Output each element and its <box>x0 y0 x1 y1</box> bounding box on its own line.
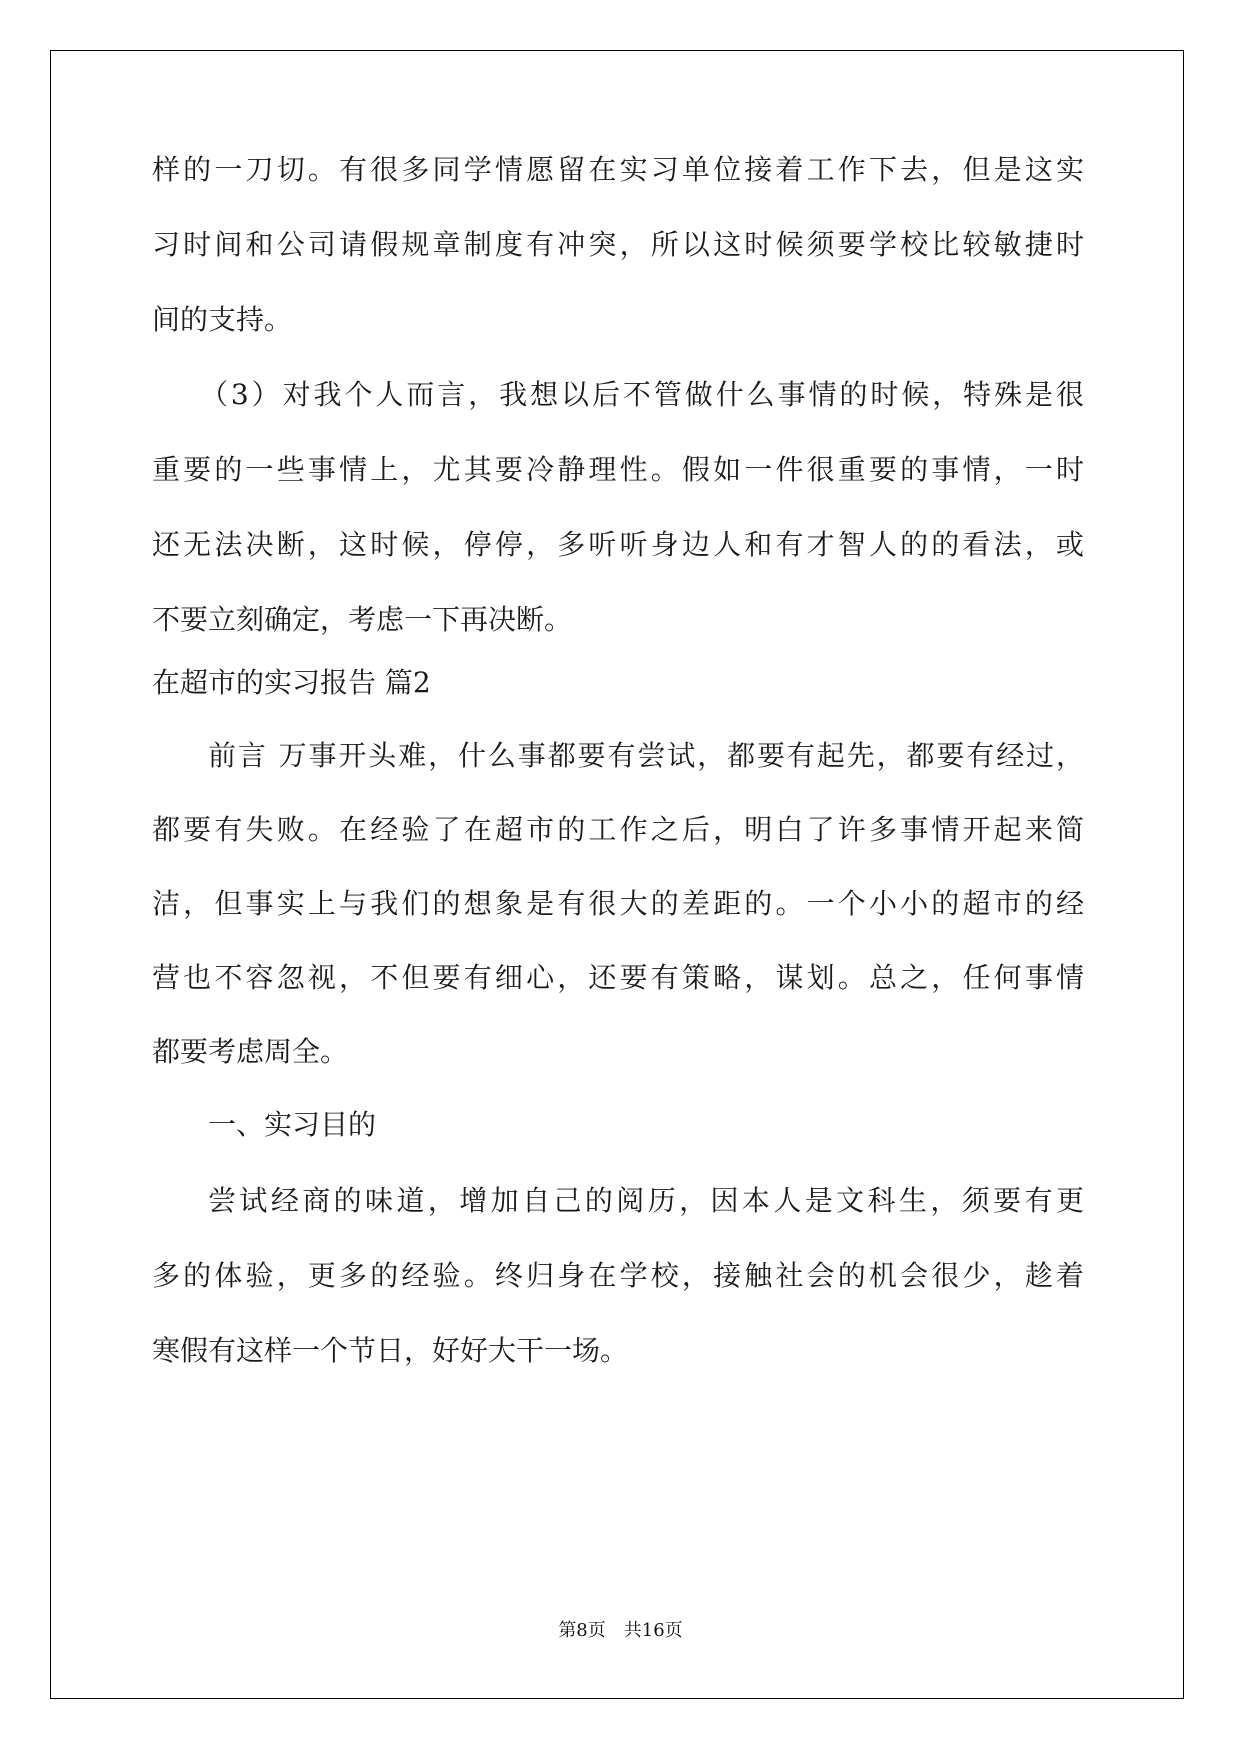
paragraph-line: 洁，但事实上与我们的想象是有很大的差距的。一个小小的超市的经 <box>152 887 1084 920</box>
section-heading: 在超市的实习报告 篇2 <box>152 666 431 699</box>
paragraph-line: 多的体验，更多的经验。终归身在学校，接触社会的机会很少，趁着 <box>152 1259 1084 1292</box>
page-border <box>50 50 1184 1699</box>
subheading: 一、实习目的 <box>208 1108 377 1141</box>
paragraph-line: 都要考虑周全。 <box>152 1035 349 1068</box>
paragraph-line: 前言 万事开头难，什么事都要有尝试，都要有起先，都要有经过， <box>208 739 1084 772</box>
paragraph-line: 还无法决断，这时候，停停，多听听身边人和有才智人的的看法，或 <box>152 528 1084 561</box>
paragraph-line: 都要有失败。在经验了在超市的工作之后，明白了许多事情开起来简 <box>152 813 1084 846</box>
paragraph-line: 营也不容忽视，不但要有细心，还要有策略，谋划。总之，任何事情 <box>152 961 1084 994</box>
paragraph-line: 间的支持。 <box>152 303 293 336</box>
paragraph-line: 习时间和公司请假规章制度有冲突，所以这时候须要学校比较敏捷时 <box>152 228 1084 261</box>
paragraph-line: （3）对我个人而言，我想以后不管做什么事情的时候，特殊是很 <box>200 378 1084 411</box>
page-footer: 第8页 共16页 <box>558 1620 683 1641</box>
paragraph-line: 不要立刻确定，考虑一下再决断。 <box>152 603 573 636</box>
paragraph-line: 样的一刀切。有很多同学情愿留在实习单位接着工作下去，但是这实 <box>152 153 1084 186</box>
paragraph-line: 尝试经商的味道，增加自己的阅历，因本人是文科生，须要有更 <box>208 1184 1084 1217</box>
paragraph-line: 重要的一些事情上，尤其要冷静理性。假如一件很重要的事情，一时 <box>152 453 1084 486</box>
paragraph-line: 寒假有这样一个节日，好好大干一场。 <box>152 1334 629 1367</box>
